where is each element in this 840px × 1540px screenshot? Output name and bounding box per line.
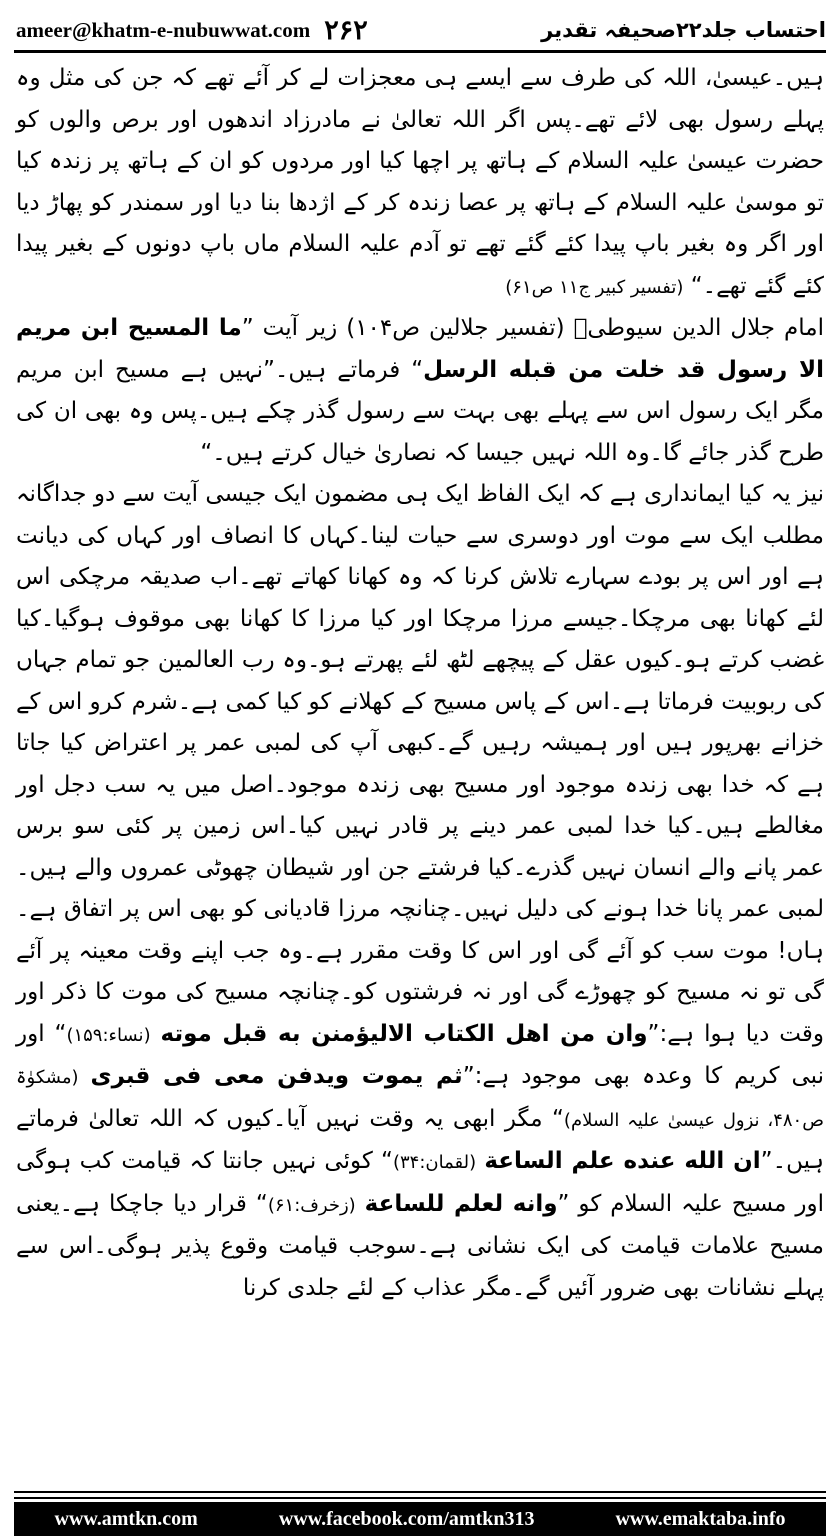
paragraph-2 [16, 308, 824, 474]
quran-verse-2: وان من اهل الکتاب الالیؤمنن به قبل موته [160, 1020, 648, 1047]
paragraph-3 [16, 474, 824, 1309]
hadith-quote: ثم یموت ویدفن معی فی قبری [90, 1063, 463, 1089]
running-title: احتساب جلد۲۲صحیفہ تقدیر [541, 18, 826, 42]
paragraph-3-b: “ اور نبی کریم کا وعدہ بھی موجود ہے:” [16, 1020, 825, 1089]
footer-link-facebook[interactable]: www.facebook.com/amtkn313 [278, 1507, 535, 1530]
paragraph-1 [16, 58, 824, 308]
quran-verse-1: ما المسیح ابن مریم الا رسول قد خلت من قبله الرسل [16, 315, 824, 383]
quran-verse-4: وانه لعلم للساعة [364, 1190, 558, 1217]
footer-rule-1 [14, 1491, 826, 1493]
quran-verse-3: ان الله عنده علم الساعة [484, 1148, 761, 1174]
paragraph-3-c: “ مگر ابھی یہ وقت نہیں آیا۔کیوں کہ اللہ تعالیٰ فرماتے ہیں۔” [16, 1105, 824, 1174]
page-number: ۲۶۲ [324, 14, 368, 46]
paragraph-1-text: ہیں۔عیسیٰ، اللہ کی طرف سے ایسے ہی معجزات لے کر آئے تھے کہ جن کی مثل وہ پہلے رسول بھی لائے تھے۔پس اگر اللہ تعالیٰ نے مادرزاد اندھوں اور برص والوں کو حضرت عیسیٰ علیہ السلام کے ہاتھ پر اچھا کیا اور مردوں کو ان کے ہاتھ پر زندہ کیا تو موسیٰ علیہ السلام کے ہاتھ پر عصا زندہ کر کے اژدھا بنا دیا اور سمندر کو پھاڑ دیا اور اگر وہ بغیر باپ پیدا کئے گئے تھے تو آدم علیہ السلام ماں باپ دونوں کے بغیر پیدا کئے گئے تھے۔“ [16, 65, 824, 299]
footer-link-emaktaba[interactable]: www.emaktaba.info [615, 1507, 786, 1530]
paragraph-3-a: نیز یہ کیا ایمانداری ہے کہ ایک الفاظ ایک ہی مضمون ایک جیسی آیت سے دو جداگانہ مطلب ایک سے موت اور دوسری سے حیات لینا۔کہاں کا انصاف اور کہاں کی دیانت ہے اور اس پر بودے سہارے تلاش کرنا کہ وہ کھانا کھاتے تھے۔اب صدیقہ مرچکی اس لئے کھانا بھی مرچکا۔جیسے مرزا مرچکا اور کیا مرزا کا کھانا بھی موقوف ہوگیا۔کیا غضب کرتے ہو۔کیوں عقل کے پیچھے لٹھ لئے پھرتے ہو۔وہ رب العالمین جو تمام جہاں کی ربوبیت فرماتا ہے۔اس کے پاس مسیح کے کھلانے کو کیا کمی ہے۔شرم کرو اس کے خزانے بھرپور ہیں اور ہمیشہ رہیں گے۔کبھی آپ کی لمبی عمر پر اعتراض کیا جاتا ہے کہ خدا بھی زندہ موجود اور مسیح بھی زندہ موجود۔اصل میں یہ سب دجل اور مغالطے ہیں۔کیا خدا لمبی عمر دینے پر قادر نہیں کیا۔اس زمین پر کئی سو برس عمر پانے والے انسان نہیں گذرے۔کیا فرشتے جن اور شیطان چھوٹی عمروں والے ہیں۔لمبی عمر پانا خدا ہونے کی دلیل نہیں۔چنانچہ مرزا قادیانی کو بھی اس پر اتفاق ہے۔ہاں! موت سب کو آئے گی اور اس کا وقت مقرر ہے۔وہ جب اپنے وقت معینہ پر آئے گی تو نہ مسیح کو چھوڑے گی اور نہ فرشتوں کو۔چنانچہ مسیح کی موت کا ذکر اور وقت دیا ہوا ہے:” [16, 481, 824, 1047]
paragraph-2-intro: امام جلال الدین سیوطیؒ (تفسیر جلالین ص۱۰۴) زیر آیت ” [241, 315, 824, 341]
header-email: ameer@khatm-e-nubuwwat.com [16, 17, 311, 42]
paragraph-2-rest: “ فرماتے ہیں۔”نہیں ہے مسیح ابن مریم مگر ایک رسول اس سے پہلے بھی بہت سے رسول گذر چکے ہیں۔پس وہ بھی ان کی طرح گذر جائے گا۔وہ اللہ نہیں جیسا کہ نصاریٰ خیال کرتے ہیں۔“ [16, 356, 824, 466]
footer-bar [14, 1502, 826, 1536]
paragraph-3-d: “ کوئی نہیں جانتا کہ قیامت کب ہوگی اور مسیح علیہ السلام کو ” [16, 1148, 825, 1217]
citation-zukhruf: (زخرف:۶۱) [267, 1194, 356, 1216]
header-left [16, 15, 368, 46]
paragraph-3-e: “ قرار دیا جاچکا ہے۔یعنی مسیح علامات قیامت کی ایک نشانی ہے۔سوجب قیامت وقوع پذیر ہوگی۔اس سے پہلے نشانات بھی ضرور آئیں گے۔مگر عذاب کے لئے جلدی کرنا [16, 1190, 824, 1301]
citation-mishkat: (مشکوٰۃ ص۴۸۰، نزول عیسیٰ علیہ السلام) [16, 1067, 824, 1131]
citation-luqman: (لقمان:۳۴) [392, 1152, 477, 1173]
citation-nisa: (نساء:۱۵۹) [66, 1024, 151, 1046]
citation-tafsir-kabir: (تفسیر کبیر ج۱۱ ص۶۱) [505, 276, 684, 298]
page-body [16, 58, 824, 1309]
page-header [16, 10, 826, 50]
footer-rule-2 [14, 1497, 826, 1499]
header-rule [14, 50, 826, 53]
footer-link-amtkn[interactable]: www.amtkn.com [54, 1507, 198, 1530]
